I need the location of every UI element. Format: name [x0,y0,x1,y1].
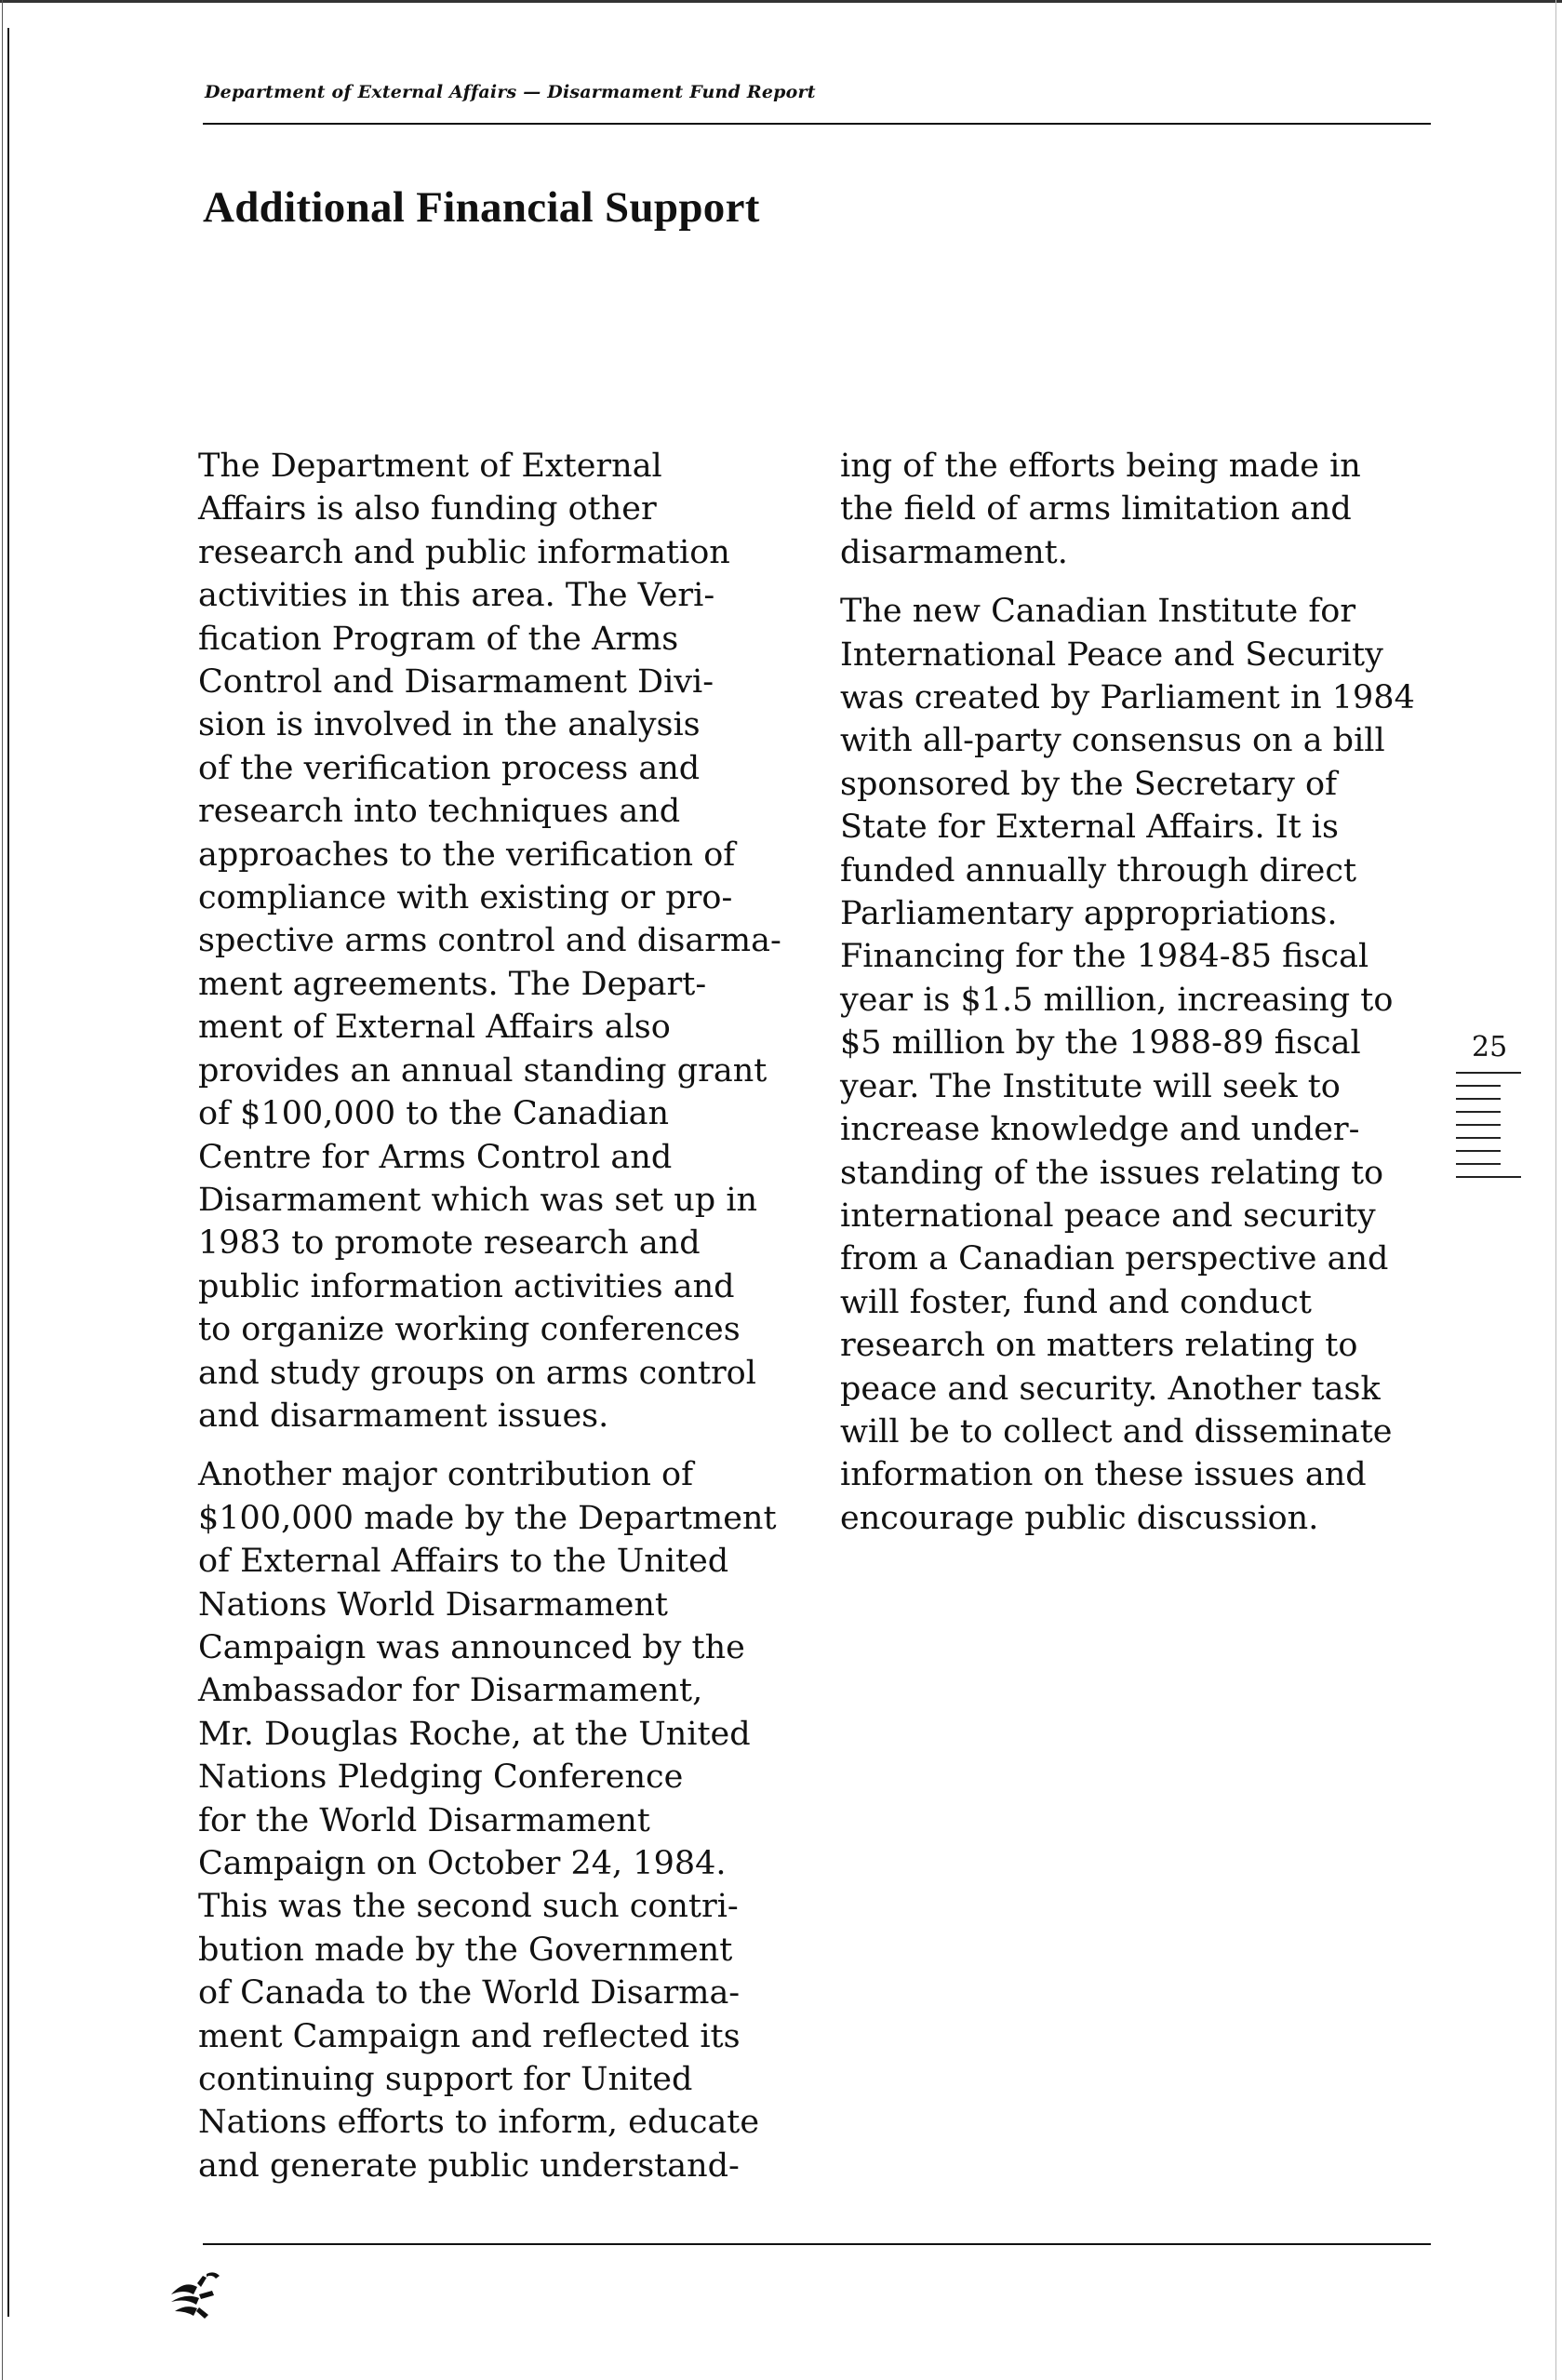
text-line: provides an annual standing grant [198,1051,768,1090]
text-line: International Peace and Security [840,635,1383,674]
paragraph [198,445,794,1437]
footer-rule [203,2243,1431,2245]
text-line: will be to collect and disseminate [840,1412,1393,1451]
text-line: for the World Disarmament [198,1801,650,1839]
paragraph [840,445,1435,574]
text-line: Ambassador for Disarmament, [198,1672,703,1710]
margin-decoration [1456,1072,1521,1183]
text-line: spective arms control and disarma- [198,922,781,960]
text-line: Financing for the 1984-85 fiscal [840,938,1369,976]
text-line: disarmament. [840,533,1068,571]
text-line: $100,000 made by the Department [198,1499,777,1537]
text-line: information on these issues and [840,1456,1367,1494]
text-line: Another major contribution of [198,1456,694,1494]
text-line: of the verification process and [198,749,701,787]
text-line: Nations efforts to inform, educate [198,2104,760,2142]
text-line: with all-party consensus on a bill [840,722,1385,760]
text-line: This was the second such contri- [198,1888,739,1926]
text-line: the field of arms limitation and [840,490,1352,528]
text-line: 1983 to promote research and [198,1224,701,1263]
text-line: from a Canadian perspective and [840,1240,1389,1278]
text-line: of $100,000 to the Canadian [198,1095,670,1133]
right-column [840,445,1435,1556]
text-line: Campaign on October 24, 1984. [198,1845,727,1882]
paragraph [840,590,1435,1540]
text-line: approaches to the verification of [198,836,736,874]
text-line: The Department of External [198,448,662,485]
text-line: compliance with existing or pro- [198,879,733,917]
text-line: was created by Parliament in 1984 [840,679,1415,717]
text-line: ment agreements. The Depart- [198,965,707,1003]
text-line: standing of the issues relating to [840,1154,1384,1192]
text-line: public information activities and [198,1267,735,1305]
page-number: 25 [1472,1031,1508,1063]
text-line: Nations Pledging Conference [198,1758,684,1797]
text-line: and disarmament issues. [198,1397,609,1435]
header-rule [203,123,1431,125]
dove-logo-icon [166,2266,223,2324]
text-line: Mr. Douglas Roche, at the United [198,1715,751,1753]
text-line: increase knowledge and under- [840,1111,1360,1149]
text-line: ment Campaign and reflected its [198,2017,741,2055]
text-line: research and public information [198,533,730,571]
left-column [198,445,794,2203]
page-title: Additional Financial Support [203,183,760,232]
text-line: year is $1.5 million, increasing to [840,981,1394,1019]
text-line: Affairs is also funding other [198,490,657,528]
text-line: ment of External Affairs also [198,1009,671,1047]
scan-left-edge [2,0,3,2380]
text-line: fication Program of the Arms [198,620,679,658]
text-line: of External Affairs to the United [198,1543,729,1581]
text-line: bution made by the Government [198,1931,733,1969]
text-line: to organize working conferences [198,1311,741,1349]
text-line: The new Canadian Institute for [840,593,1356,631]
text-line: Parliamentary appropriations. [840,895,1338,933]
paragraph [198,1453,794,2187]
text-line: and generate public understand- [198,2146,740,2185]
text-line: and study groups on arms control [198,1354,756,1392]
text-line: Disarmament which was set up in [198,1181,758,1219]
text-line: research into techniques and [198,793,681,831]
text-line: peace and security. Another task [840,1370,1381,1408]
text-line: research on matters relating to [840,1327,1358,1365]
text-line: sponsored by the Secretary of [840,765,1338,803]
running-head: Department of External Affairs — Disarmament Fund Report [205,82,816,102]
text-line: ing of the efforts being made in [840,448,1361,485]
text-line: Nations World Disarmament [198,1585,668,1624]
text-line: of Canada to the World Disarma- [198,1974,741,2012]
text-line: will foster, fund and conduct [840,1283,1312,1321]
text-line: sion is involved in the analysis [198,706,701,744]
text-line: activities in this area. The Veri- [198,577,715,615]
text-line: Control and Disarmament Divi- [198,663,714,702]
text-line: international peace and security [840,1197,1376,1235]
text-line: State for External Affairs. It is [840,809,1339,847]
scan-top-edge [0,0,1562,3]
text-line: funded annually through direct [840,851,1357,889]
text-line: Centre for Arms Control and [198,1138,673,1176]
text-line: year. The Institute will seek to [840,1067,1341,1105]
text-line: Campaign was announced by the [198,1628,745,1666]
text-line: encourage public discussion. [840,1499,1319,1537]
scan-right-edge [1555,0,1556,2380]
text-line: $5 million by the 1988-89 fiscal [840,1024,1361,1063]
binding-edge [7,28,9,2317]
text-line: continuing support for United [198,2061,693,2099]
